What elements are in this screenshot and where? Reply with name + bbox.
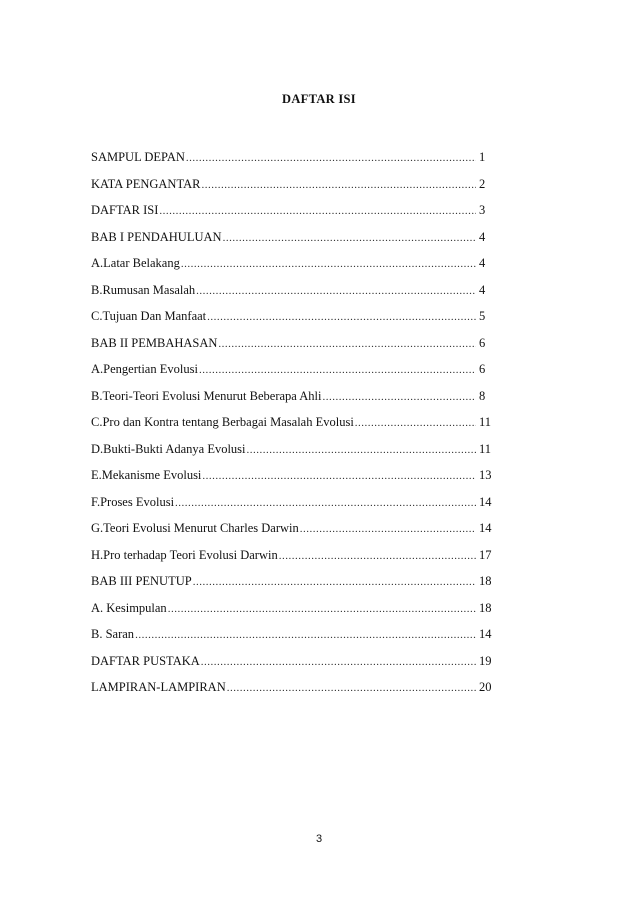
toc-leader-dots [201,179,476,191]
toc-entry-page: 14 [479,494,492,509]
toc-entry [91,627,497,654]
toc-leader-dots [223,232,476,244]
toc-entry-page: 1 [479,150,486,164]
page-number: 3 [315,833,323,845]
toc-entry-label: H.Pro terhadap Teori Evolusi Darwin [91,547,278,562]
toc-entry-label: LAMPIRAN-LAMPIRAN [91,680,226,694]
toc-entry-page: 13 [479,468,492,482]
toc-entry-page: 14 [479,627,492,641]
toc-entry-label: BAB III PENUTUP [91,574,192,588]
toc-entry [91,177,497,204]
toc-entry-label: DAFTAR PUSTAKA [91,653,200,668]
toc-entry-label: A.Pengertian Evolusi [91,362,198,376]
toc-entry-page: 18 [479,600,492,615]
toc-leader-dots [300,523,476,535]
toc-leader-dots [218,338,476,350]
toc-entry-label: A.Latar Belakang [91,256,180,270]
toc-entry-label: KATA PENGANTAR [91,176,201,191]
toc-entry [91,309,497,336]
toc-leader-dots [355,417,476,429]
toc-entry-label: BAB II PEMBAHASAN [91,335,218,350]
toc-entry-label: C.Pro dan Kontra tentang Berbagai Masalah Evolusi [91,415,354,429]
toc-leader-dots [199,364,476,376]
toc-entry-page: 4 [479,256,486,270]
toc-entry [91,468,497,495]
toc-entry [91,362,497,389]
toc-leader-dots [323,391,477,403]
toc-entry-page: 3 [479,203,486,217]
toc-entry-page: 17 [479,547,492,562]
toc-entry-label: B.Teori-Teori Evolusi Menurut Beberapa Ahli [91,388,322,403]
toc-entry [91,283,497,310]
toc-entry [91,150,497,177]
toc-entry [91,442,497,469]
toc-entry [91,256,497,283]
toc-leader-dots [227,682,476,694]
toc-entry [91,389,497,416]
toc-entry-label: C.Tujuan Dan Manfaat [91,309,207,323]
toc-entry [91,203,497,230]
toc-entry-label: BAB I PENDAHULUAN [91,229,222,244]
toc-entry [91,336,497,363]
toc-entry-label: B. Saran [91,627,135,641]
toc-leader-dots [207,311,476,323]
toc-entry-label: D.Bukti-Bukti Adanya Evolusi [91,441,246,456]
toc-entry-page: 14 [479,521,492,535]
toc-entry-page: 4 [479,282,486,297]
toc-entry [91,495,497,522]
toc-entry [91,574,497,601]
toc-entry [91,521,497,548]
toc-entry-label: DAFTAR ISI [91,203,159,217]
toc-leader-dots [175,497,476,509]
toc-leader-dots [186,152,476,164]
toc-leader-dots [247,444,476,456]
toc-entry-label: E.Mekanisme Evolusi [91,468,202,482]
toc-entry-page: 11 [479,441,492,456]
toc-entry [91,415,497,442]
toc-entry-page: 6 [479,362,486,376]
toc-leader-dots [279,550,476,562]
toc-entry-label: SAMPUL DEPAN [91,150,185,164]
toc-leader-dots [181,258,476,270]
toc-leader-dots [202,470,476,482]
toc-entry-page: 11 [479,415,492,429]
toc-leader-dots [159,205,476,217]
toc-entry-page: 20 [479,680,492,694]
toc-entry-page: 18 [479,574,492,588]
toc-entry-label: A. Kesimpulan [91,600,167,615]
toc-entry [91,230,497,257]
toc-leader-dots [193,576,476,588]
table-of-contents [91,150,497,707]
toc-leader-dots [201,656,476,668]
toc-entry [91,601,497,628]
toc-leader-dots [168,603,476,615]
page-title: DAFTAR ISI [282,92,356,106]
toc-entry [91,548,497,575]
toc-entry-page: 8 [479,388,486,403]
toc-entry [91,654,497,681]
toc-leader-dots [196,285,476,297]
toc-entry-page: 5 [479,309,486,323]
toc-leader-dots [135,629,476,641]
toc-entry-label: B.Rumusan Masalah [91,282,196,297]
toc-entry-page: 4 [479,229,486,244]
toc-entry-label: F.Proses Evolusi [91,494,175,509]
toc-entry-page: 6 [479,335,486,350]
toc-entry-page: 19 [479,653,492,668]
toc-entry [91,680,497,707]
toc-entry-label: G.Teori Evolusi Menurut Charles Darwin [91,521,299,535]
toc-entry-page: 2 [479,176,486,191]
